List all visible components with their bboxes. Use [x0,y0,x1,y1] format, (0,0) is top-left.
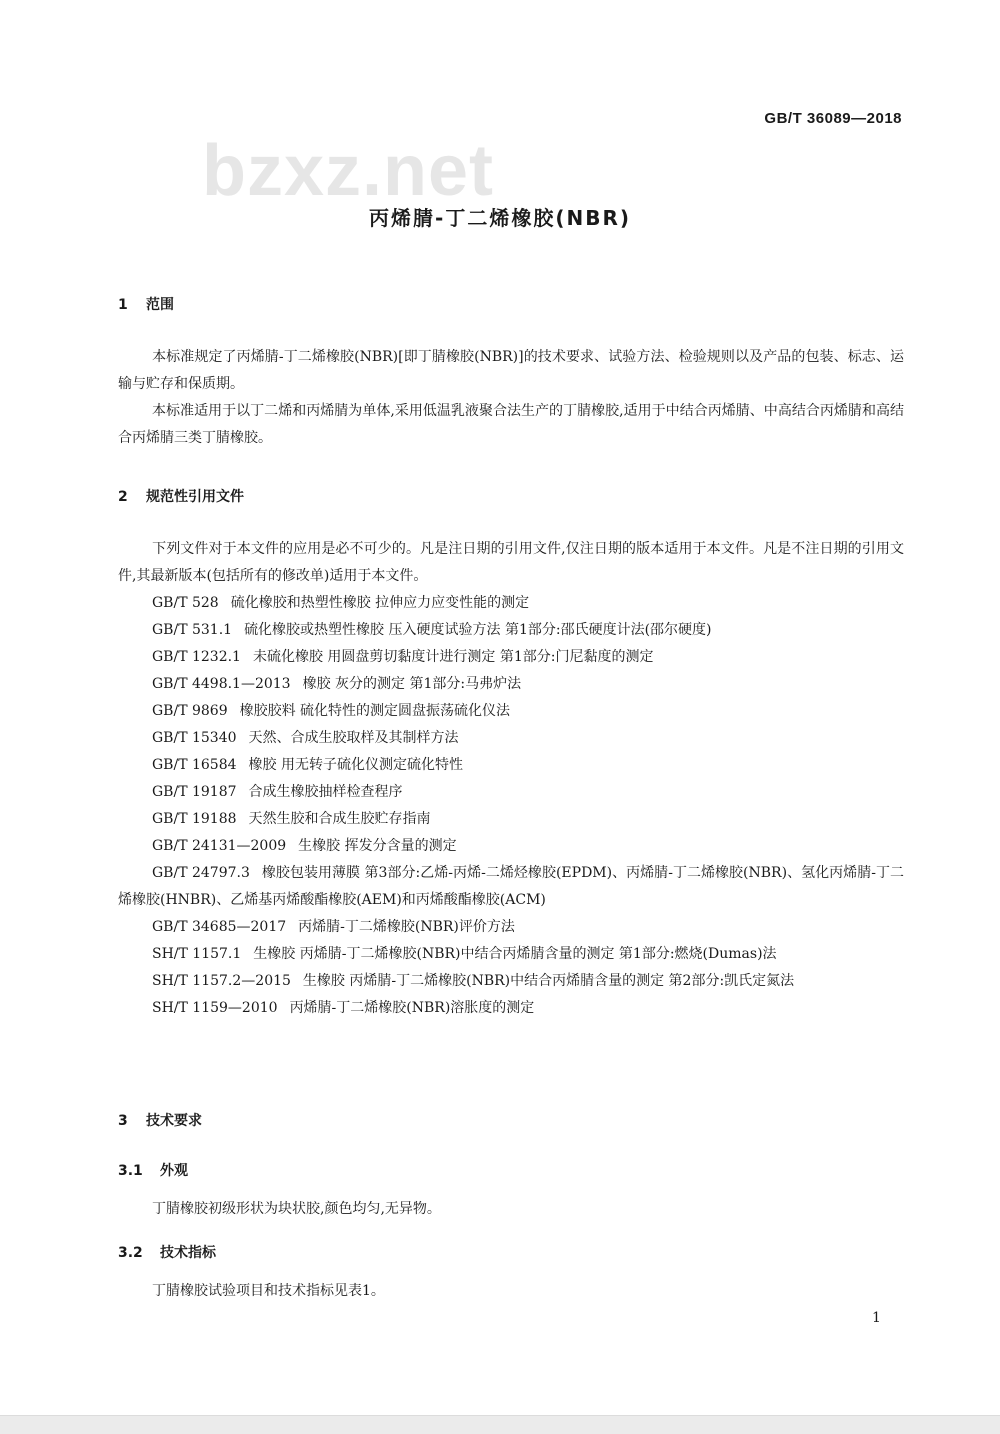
section-3-2-text: 丁腈橡胶试验项目和技术指标见表1。 [152,1283,385,1299]
reference-item: GB/T 9869 橡胶胶料 硫化特性的测定圆盘振荡硫化仪法 [152,703,511,719]
section-1-paragraph-1: 本标准规定了丙烯腈-丁二烯橡胶(NBR)[即丁腈橡胶(NBR)]的技术要求、试验方法、检验规则以及产品的包装、标志、运输与贮存和保质期。 [118,349,904,392]
section-3-1-heading [118,1160,188,1180]
reference-item: SH/T 1159—2010 丙烯腈-丁二烯橡胶(NBR)溶胀度的测定 [152,1000,535,1016]
section-number: 3 [118,1113,128,1129]
reference-item: GB/T 1232.1 未硫化橡胶 用圆盘剪切黏度计进行测定 第1部分:门尼黏度的测定 [152,649,654,665]
reference-item: SH/T 1157.2—2015 生橡胶 丙烯腈-丁二烯橡胶(NBR)中结合丙烯腈含量的测定 第2部分:凯氏定氮法 [152,973,795,989]
section-2-heading [118,486,244,506]
normative-references-list [118,590,904,1022]
reference-item: GB/T 24131—2009 生橡胶 挥发分含量的测定 [152,838,457,854]
reference-item: GB/T 15340 天然、合成生胶取样及其制样方法 [152,730,459,746]
reference-item: GB/T 4498.1—2013 橡胶 灰分的测定 第1部分:马弗炉法 [152,676,522,692]
section-3-1-text: 丁腈橡胶初级形状为块状胶,颜色均匀,无异物。 [152,1201,441,1217]
viewer-bottom-bar [0,1415,1000,1434]
section-2-intro: 下列文件对于本文件的应用是必不可少的。凡是注日期的引用文件,仅注日期的版本适用于本文件。凡是不注日期的引用文件,其最新版本(包括所有的修改单)适用于本文件。 [118,541,904,584]
section-number: 3.1 [118,1163,143,1179]
section-number: 3.2 [118,1245,143,1261]
section-title: 外观 [160,1163,188,1179]
reference-item: GB/T 24797.3 橡胶包装用薄膜 第3部分:乙烯-丙烯-二烯烃橡胶(EPDM)、丙烯腈-丁二烯橡胶(NBR)、氢化丙烯腈-丁二烯橡胶(HNBR)、乙烯基丙烯酸酯橡胶(AEM)和丙烯酸酯橡胶(ACM) [118,865,904,908]
section-title: 规范性引用文件 [146,489,244,505]
section-1-heading [118,294,174,314]
section-title: 范围 [146,297,174,313]
section-title: 技术指标 [160,1245,216,1261]
reference-item: GB/T 528 硫化橡胶和热塑性橡胶 拉伸应力应变性能的测定 [152,595,530,611]
section-1-paragraph-2: 本标准适用于以丁二烯和丙烯腈为单体,采用低温乳液聚合法生产的丁腈橡胶,适用于中结合丙烯腈、中高结合丙烯腈和高结合丙烯腈三类丁腈橡胶。 [118,403,904,446]
reference-item: GB/T 19187 合成生橡胶抽样检查程序 [152,784,403,800]
section-3-2-heading [118,1242,216,1262]
reference-item: GB/T 16584 橡胶 用无转子硫化仪测定硫化特性 [152,757,463,773]
watermark: bzxz.net [202,131,495,211]
section-3-heading [118,1110,202,1130]
page-title: 丙烯腈-丁二烯橡胶(NBR) [369,206,631,230]
reference-item: SH/T 1157.1 生橡胶 丙烯腈-丁二烯橡胶(NBR)中结合丙烯腈含量的测定 第1部分:燃烧(Dumas)法 [152,946,777,962]
section-number: 2 [118,489,128,505]
reference-item: GB/T 34685—2017 丙烯腈-丁二烯橡胶(NBR)评价方法 [152,919,515,935]
reference-item: GB/T 531.1 硫化橡胶或热塑性橡胶 压入硬度试验方法 第1部分:邵氏硬度计法(邵尔硬度) [152,622,712,638]
section-title: 技术要求 [146,1113,202,1129]
standard-code: GB/T 36089—2018 [764,110,902,127]
page-number: 1 [872,1310,881,1326]
reference-item: GB/T 19188 天然生胶和合成生胶贮存指南 [152,811,431,827]
section-number: 1 [118,297,128,313]
